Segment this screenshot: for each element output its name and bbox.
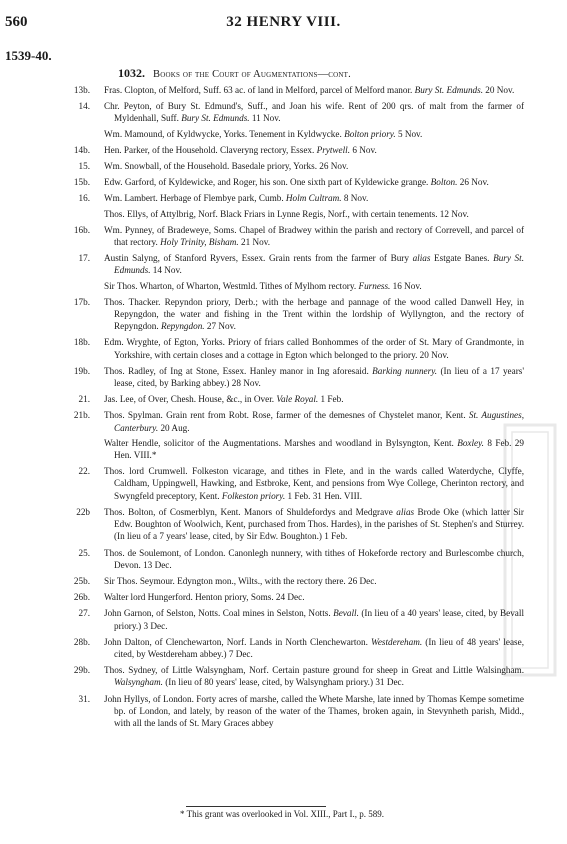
entry-folio-ref: 26b. — [73, 592, 90, 603]
entry-text — [104, 365, 524, 389]
entry-paragraph: Thos. Thacker. Repyndon priory, Derb.; with the herbage and pannage of the wood called Danwell Hey, in Repyngdon, the water and fishing in the Trent within the lordship of Wyllyngton, and the rectory of Repyngdon. Repyngdon. 27 Nov. — [104, 296, 524, 332]
entry-text — [104, 100, 524, 140]
entry-folio-ref: 31. — [78, 693, 90, 704]
section-number: 1032. — [118, 66, 145, 80]
entry-paragraph: John Dalton, of Clenchewarton, Norf. Lands in North Clenchewarton. Westdereham. (In lieu of 48 years' lease, cited, by Westdereham abbey.) 7 Dec. — [104, 636, 524, 659]
entry-paragraph: Walter Hendle, solicitor of the Augmentations. Marshes and woodland in Bylsyngton, Kent. Boxley. 8 Feb. 29 Hen. VIII.* — [104, 437, 524, 461]
entry-text — [104, 636, 524, 660]
entry-folio-ref: 21b. — [73, 410, 90, 421]
entry-row — [0, 100, 567, 140]
entry-text — [104, 144, 524, 156]
entry-row — [0, 365, 567, 389]
entry-folio-ref: 25b. — [73, 575, 90, 586]
entry-paragraph: John Garnon, of Selston, Notts. Coal mines in Selston, Notts. Bevall. (In lieu of a 40 years' lease, cited, by Bevall priory.) 3 Dec. — [104, 608, 524, 631]
entry-folio-ref: 17b. — [73, 296, 90, 307]
entry-text — [104, 176, 524, 188]
entry-paragraph: Thos. Radley, of Ing at Stone, Essex. Hanley manor in Ing aforesaid. Barking nunnery. (In lieu of a 17 years' lease, cited, by Barking abbey.) 28 Nov. — [104, 365, 524, 389]
entry-paragraph: Wm. Snowball, of the Household. Basedale priory, Yorks. 26 Nov. — [104, 161, 349, 172]
entry-folio-ref: 16b. — [73, 224, 90, 235]
entry-folio-ref: 21. — [78, 394, 90, 405]
running-head: 32 HENRY VIII. — [226, 14, 341, 30]
entry-paragraph: Thos. Ellys, of Attylbrig, Norf. Black Friars in Lynne Regis, Norf., with certain tenements. 12 Nov. — [104, 208, 469, 219]
entry-folio-ref: 28b. — [73, 636, 90, 647]
footnote-rule — [186, 806, 326, 807]
entry-row — [0, 393, 567, 405]
entry-text — [104, 84, 524, 96]
entry-row — [0, 84, 567, 96]
entry-row — [0, 506, 567, 543]
entry-row — [0, 144, 567, 156]
entry-paragraph: Thos. Sydney, of Little Walsyngham, Norf. Certain pasture ground for sheep in Great and Little Walsingham. Walsyngham. (In lieu of 80 years' lease, cited, by Walsyngham priory.) 31 Dec. — [104, 665, 524, 688]
entry-text — [104, 575, 524, 587]
entry-folio-ref: 14b. — [73, 144, 90, 155]
entry-text — [104, 336, 524, 360]
entry-paragraph: Austin Salyng, of Stanford Ryvers, Essex. Grain rents from the farmer of Bury alias Estgate Banes. Bury St. Edmunds. 14 Nov. — [104, 253, 524, 276]
entry-paragraph: Sir Thos. Wharton, of Wharton, Westmld. Tithes of Mylhom rectory. Furness. 16 Nov. — [104, 280, 422, 291]
section-title: Books of the Court of Augmentations—cont. — [153, 69, 351, 80]
entry-row — [0, 176, 567, 188]
entry-folio-ref: 15b. — [73, 177, 90, 188]
entry-paragraph: John Hyllys, of London. Forty acres of marshe, called the Whete Marshe, late inned by Thomas Kempe sometime bp. of London, and lately, by reason of the water of the Thames, broken again, in Stevynheth parish, Midd., with all the lands of St. Mary Graces abbey — [104, 693, 524, 728]
entry-row — [0, 693, 567, 730]
entry-row — [0, 547, 567, 571]
entry-text — [104, 160, 524, 172]
entry-paragraph: Thos. Bolton, of Cosmerblyn, Kent. Manors of Shuldefordys and Medgrave alias Brode Oke (which latter Sir Edw. Boughton of Woolwich, Kent, purchased from Thos. Hardes), in the parishes of St. Stephen's and Sturrey. (In lieu of a 7 years' lease, cited, by Sir Edw. Boughton.) 1 Feb. — [104, 506, 524, 542]
entry-text — [104, 393, 524, 405]
entry-text — [104, 296, 524, 333]
entry-paragraph: Thos. Spylman. Grain rent from Robt. Rose, farmer of the demesnes of Chystelet manor, Kent. St. Augustines, Canterbury. 20 Aug. — [104, 410, 524, 433]
entry-paragraph: Edm. Wryghte, of Egton, Yorks. Priory of friars called Bonhommes of the order of St. Mary of Grandmonte, in Yorkshire, with certain closes and a cottage in Egton which belonged to the priory. 20 Nov. — [104, 337, 524, 360]
entry-row — [0, 296, 567, 333]
entry-text — [104, 409, 524, 461]
entry-paragraph: Wm. Lambert. Herbage of Flembye park, Cumb. Holm Cultram. 8 Nov. — [104, 193, 369, 204]
entry-row — [0, 636, 567, 660]
entry-paragraph: Sir Thos. Seymour. Edyngton mon., Wilts., with the rectory there. 26 Dec. — [104, 575, 377, 586]
year-heading: 1539-40. — [5, 48, 52, 63]
entry-row — [0, 575, 567, 587]
entry-text — [104, 506, 524, 543]
entry-row — [0, 336, 567, 360]
entry-paragraph: Jas. Lee, of Over, Chesh. House, &c., in Over. Vale Royal. 1 Feb. — [104, 394, 344, 405]
entry-folio-ref: 27. — [78, 608, 90, 619]
entry-paragraph: Thos. de Soulemont, of London. Canonlegh nunnery, with tithes of Hokeforde rectory and Burlescombe church, Devon. 13 Dec. — [104, 547, 524, 570]
entry-folio-ref: 17. — [78, 253, 90, 264]
entry-row — [0, 409, 567, 461]
entry-folio-ref: 22. — [78, 466, 90, 477]
entry-text — [104, 664, 524, 688]
entry-paragraph: Wm. Pynney, of Bradeweye, Soms. Chapel of Bradwey within the parish and rectory of Correvell, and parcel of that rectory. Holy Trinity, Bisham. 21 Nov. — [104, 224, 524, 248]
entry-folio-ref: 13b. — [73, 85, 90, 95]
footnote: * This grant was overlooked in Vol. XIII., Part I., p. 589. — [180, 809, 384, 819]
entry-row — [0, 664, 567, 688]
entry-row — [0, 252, 567, 292]
entry-paragraph: Thos. lord Crumwell. Folkeston vicarage, and tithes in Flete, and in the wards called Waterdyche, Clyffe, Caldham, Uppingwell, Hawking, and Estbroke, Kent, and pensions from Wye College, Cherinton rectory, and Swyngfeld preceptory, Kent. Folkeston priory. 1 Feb. 31 Hen. VIII. — [104, 466, 524, 501]
entry-folio-ref: 29b. — [73, 665, 90, 676]
entry-folio-ref: 16. — [78, 193, 90, 204]
entry-text — [104, 591, 524, 603]
section-heading — [118, 66, 351, 81]
entry-text — [104, 547, 524, 571]
entry-paragraph: Chr. Peyton, of Bury St. Edmund's, Suff., and Joan his wife. Rent of 200 qrs. of malt from the farmer of Myldenhall, Suff. Bury St. Edmunds. 11 Nov. — [104, 101, 524, 124]
entry-text — [104, 252, 524, 292]
entry-folio-ref: 19b. — [73, 365, 90, 376]
entry-text — [104, 224, 524, 248]
entry-paragraph: Walter lord Hungerford. Henton priory, Soms. 24 Dec. — [104, 592, 305, 603]
entry-paragraph: Edw. Garford, of Kyldewicke, and Roger, his son. One sixth part of Kyldewicke grange. Bolton. 26 Nov. — [104, 177, 489, 188]
entry-folio-ref: 18b. — [73, 337, 90, 348]
entry-paragraph: Fras. Clopton, of Melford, Suff. 63 ac. of land in Melford, parcel of Melford manor. Bury St. Edmunds. 20 Nov. — [104, 85, 515, 95]
entry-folio-ref: 25. — [78, 547, 90, 558]
entry-row — [0, 224, 567, 248]
entry-folio-ref: 22b — [76, 506, 90, 517]
entry-row — [0, 591, 567, 603]
entry-row — [0, 160, 567, 172]
entry-paragraph: Wm. Mamound, of Kyldwycke, Yorks. Tenement in Kyldwycke. Bolton priory. 5 Nov. — [104, 128, 423, 139]
entry-folio-ref: 15. — [78, 161, 90, 172]
entry-text — [104, 607, 524, 631]
entry-list — [0, 84, 567, 733]
entry-row — [0, 607, 567, 631]
entry-text — [104, 192, 524, 219]
entry-text — [104, 465, 524, 502]
entry-row — [0, 465, 567, 502]
entry-text — [104, 693, 524, 730]
page-number: 560 — [5, 14, 28, 30]
entry-paragraph: Hen. Parker, of the Household. Claveryng rectory, Essex. Prytwell. 6 Nov. — [104, 144, 377, 155]
entry-folio-ref: 14. — [78, 101, 90, 112]
entry-row — [0, 192, 567, 219]
